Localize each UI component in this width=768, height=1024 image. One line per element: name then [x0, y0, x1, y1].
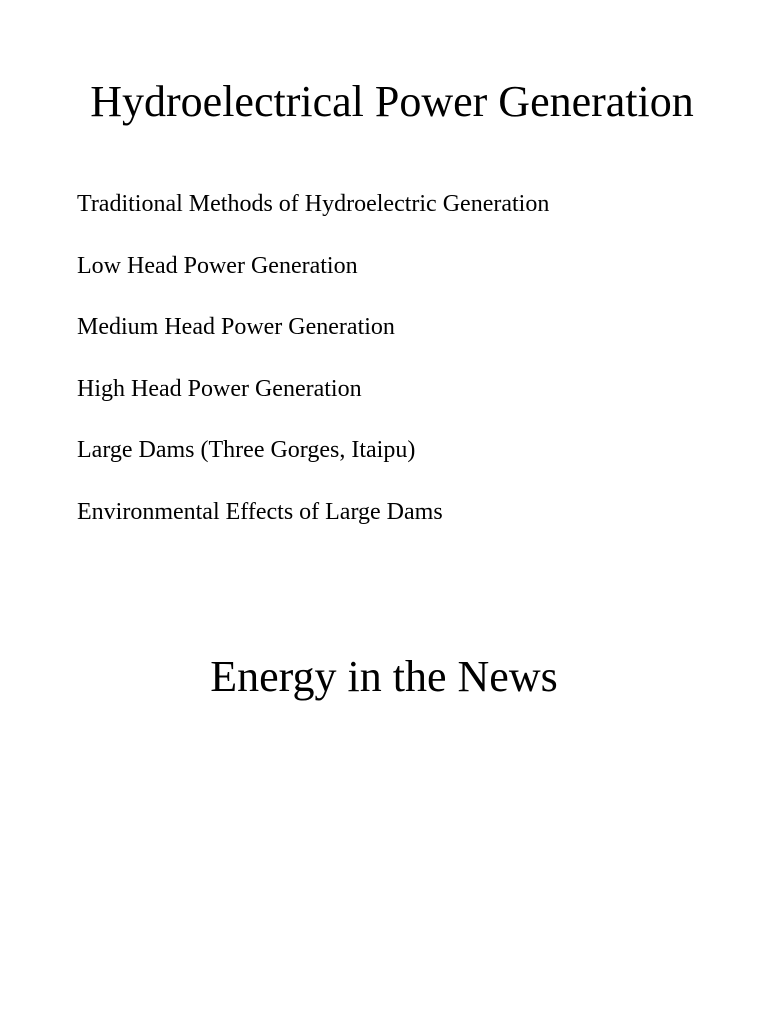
topic-item-medium-head: Medium Head Power Generation [77, 314, 395, 340]
topic-item-large-dams: Large Dams (Three Gorges, Itaipu) [77, 437, 416, 463]
topic-item-traditional-methods: Traditional Methods of Hydroelectric Generation [77, 191, 550, 217]
topic-item-low-head: Low Head Power Generation [77, 252, 358, 279]
topic-item-environmental-effects: Environmental Effects of Large Dams [77, 498, 443, 525]
topic-list [77, 186, 549, 555]
section-heading: Energy in the News [210, 652, 558, 701]
page-title: Hydroelectrical Power Generation [90, 77, 694, 126]
topic-item-high-head: High Head Power Generation [77, 375, 362, 402]
